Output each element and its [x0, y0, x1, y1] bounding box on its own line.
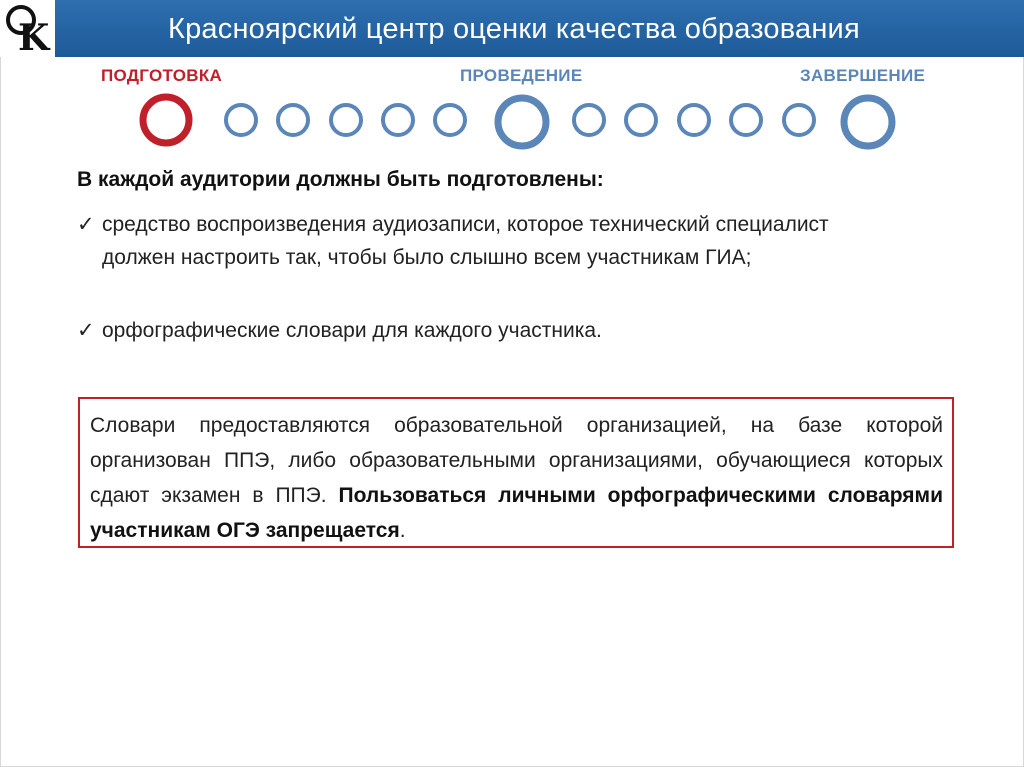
notice-text [90, 408, 943, 548]
list-item-text: средство воспроизведения аудиозаписи, которое технический специалист должен настроить так, чтобы было слышно всем участникам ГИА; [102, 213, 829, 269]
logo-icon [4, 0, 52, 55]
list-item [77, 208, 902, 274]
checkmark-icon: ✓ [77, 319, 95, 342]
checkmark-icon: ✓ [77, 213, 95, 236]
header-title: Красноярский центр оценки качества образования [168, 13, 860, 45]
list-item-text: орфографические словари для каждого участника. [102, 319, 602, 342]
notice-text-bold: Пользоваться личными орфографическими словарями участникам ОГЭ запрещается [90, 484, 943, 542]
logo-box [0, 0, 55, 57]
stage-label-preparation: ПОДГОТОВКА [101, 66, 223, 85]
stage-label-conduct: ПРОВЕДЕНИЕ [460, 66, 583, 85]
notice-text-plain: Словари предоставляются образовательной организацией, на базе которой организован ППЭ, либо образовательными организациями, обучающиеся которых сдают экзамен в ППЭ. [90, 414, 943, 507]
header-bar [0, 0, 1024, 57]
notice-text-end: . [399, 519, 406, 542]
svg-text:K: K [18, 17, 50, 55]
requirements-heading: В каждой аудитории должны быть подготовлены: [77, 168, 604, 191]
list-item [77, 314, 902, 347]
notice-box [78, 397, 954, 548]
stage-label-completion: ЗАВЕРШЕНИЕ [800, 66, 926, 85]
